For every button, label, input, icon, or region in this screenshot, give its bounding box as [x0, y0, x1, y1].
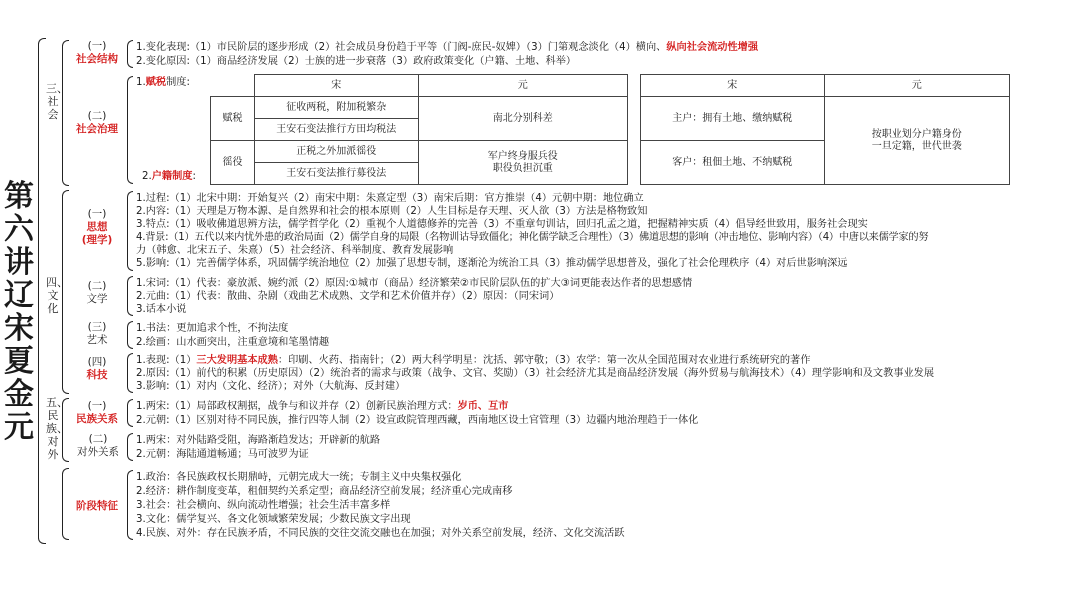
- household-table-cell: 按职业划分户籍身份 一旦定籍，世代世袭: [824, 97, 1010, 185]
- household-system-label: 2.户籍制度:: [142, 171, 196, 182]
- culture-tech-heading: (四) 科技: [86, 356, 108, 381]
- tax-table-cell: 王安石变法推行募役法: [254, 163, 418, 185]
- culture-tech-brace: [127, 353, 133, 393]
- society-structure-brace: [127, 40, 133, 68]
- household-table: [640, 74, 1010, 185]
- tax-system-label: 1.赋税制度:: [136, 77, 190, 88]
- part-society-label: 三、社会: [46, 82, 68, 121]
- stage-line: 1.政治：各民族政权长期鼎峙，元朝完成大一统；专制主义中央集权强化: [136, 472, 462, 483]
- art-line: 2.绘画：山水画突出，注重意境和笔墨情趣: [136, 337, 330, 348]
- tax-table-row-yaoyi: 徭役: [211, 141, 255, 185]
- tax-table-header-yuan: 元: [418, 75, 627, 97]
- culture-thought-heading: (一) 思想 (理学): [81, 208, 113, 246]
- foreign-line: 2.元朝：海陆通道畅通；马可波罗为证: [136, 449, 309, 460]
- foreign-relations-brace: [127, 433, 133, 461]
- ethnic-relations-heading: (一) 民族关系: [76, 400, 118, 425]
- society-structure-line-1: 1.变化表现:（1）市民阶层的逐步形成（2）社会成员身份趋于平等（门阀-庶民-奴婢）（3）门第观念淡化（4）横向、纵向社会流动性增强: [136, 42, 759, 53]
- tech-line-2: 2.原因:（1）前代的积累（历史原因）（2）统治者的需求与政策（战争、文官、奖励）（3）社会经济尤其是商品经济发展（海外贸易与航海技术）（4）理学影响和及文教事业发展: [136, 368, 935, 379]
- part-ethnic-label: 五、民族、对外: [46, 396, 68, 461]
- stage-features-heading: 阶段特征: [76, 500, 118, 512]
- tax-table-header-song: 宋: [254, 75, 418, 97]
- page-title: 第六讲 辽宋夏金元: [4, 179, 34, 445]
- society-brace: [62, 40, 69, 186]
- thought-line: 3.特点:（1）吸收佛道思辨方法，儒学哲学化（2）重视个人道德修养的完善（3）不重章句训诂，回归孔孟之道，把握精神实质（4）倡导经世致用，服务社会现实: [136, 219, 868, 230]
- tech-line-1: 1.表现:（1）三大发明基本成熟：印刷、火药、指南针；（2）两大科学明星：沈括、郭守敬；（3）农学：第一次从全国范围对农业进行系统研究的著作: [136, 355, 811, 366]
- ethnic-brace: [62, 398, 69, 462]
- culture-thought-brace: [127, 191, 133, 271]
- society-structure-heading: (一) 社会结构: [76, 40, 118, 65]
- stage-brace: [62, 468, 69, 540]
- part-culture-label: 四、文化: [46, 276, 68, 315]
- stage-line: 3.社会：社会横向、纵向流动性增强；社会生活丰富多样: [136, 500, 391, 511]
- household-table-header-song: 宋: [641, 75, 825, 97]
- stage-line: 4.民族、对外：存在民族矛盾，不同民族的交往交流交融也在加强；对外关系空前发展，经济、文化交流活跃: [136, 528, 625, 539]
- society-governance-heading: (二) 社会治理: [76, 110, 118, 135]
- tax-table-cell: 征收两税，附加税繁杂: [254, 97, 418, 119]
- literature-line: 1.宋词:（1）代表：豪放派、婉约派（2）原因:①城市（商品）经济繁荣②市民阶层队伍的扩大③词更能表达作者的思想感情: [136, 278, 693, 289]
- tax-table-row-fushui: 赋税: [211, 97, 255, 141]
- ethnic-line-1: 1.两宋:（1）局部政权割据，战争与和议并存（2）创新民族治理方式：岁币、互市: [136, 401, 509, 412]
- culture-art-heading: (三) 艺术: [86, 321, 108, 346]
- tax-table-cell: 军户终身服兵役 职役负担沉重: [418, 141, 627, 185]
- tax-table-cell: 正税之外加派徭役: [254, 141, 418, 163]
- art-line: 1.书法：更加追求个性，不拘法度: [136, 323, 289, 334]
- tax-table-cell: 王安石变法推行方田均税法: [254, 119, 418, 141]
- thought-line: 2.内容:（1）天理是万物本源、是自然界和社会的根本原则（2）人生目标是存天理、灭人欲（3）方法是格物致知: [136, 206, 648, 217]
- household-table-cell: 主户：拥有土地、缴纳赋税: [641, 97, 825, 141]
- culture-literature-brace: [127, 276, 133, 316]
- household-table-header-yuan: 元: [824, 75, 1010, 97]
- thought-line: 4.背景:（1）五代以来内忧外患的政治局面（2）儒学自身的局限（名物训诂导致僵化；神化儒学缺乏合理性）（3）佛道思想的影响（冲击地位、影响内容）（4）中唐以来儒学家的努: [136, 232, 929, 243]
- culture-art-brace: [127, 321, 133, 349]
- thought-line: 1.过程:（1）北宋中期：开始复兴（2）南宋中期：朱熹定型（3）南宋后期：官方推崇（4）元朝中期：地位确立: [136, 193, 644, 204]
- foreign-relations-heading: (二) 对外关系: [77, 433, 119, 458]
- literature-line: 3.话本小说: [136, 304, 187, 315]
- culture-literature-heading: (二) 文学: [86, 280, 108, 305]
- society-governance-brace: [127, 76, 133, 184]
- stage-line: 3.文化：儒学复兴、各文化领域繁荣发展；少数民族文字出现: [136, 514, 411, 525]
- main-brace: [38, 38, 46, 544]
- ethnic-line-2: 2.元朝:（1）区别对待不同民族，推行四等人制（2）设宣政院管理西藏，西南地区设土官管理（3）边疆内地治理趋于一体化: [136, 415, 699, 426]
- literature-line: 2.元曲:（1）代表：散曲、杂剧（戏曲艺术成熟、文学和艺术价值并存）（2）原因：（同宋词）: [136, 291, 560, 302]
- household-table-cell: 客户：租佃土地、不纳赋税: [641, 141, 825, 185]
- tech-line-3: 3.影响:（1）对内（文化、经济）；对外（大航海、反封建）: [136, 381, 406, 392]
- tax-table-cell: 南北分别科差: [418, 97, 627, 141]
- ethnic-relations-brace: [127, 399, 133, 427]
- culture-brace: [62, 190, 69, 394]
- tax-table: [210, 74, 628, 185]
- stage-line: 2.经济：耕作制度变革，租佃契约关系定型；商品经济空前发展；经济重心完成南移: [136, 486, 513, 497]
- stage-features-brace: [127, 470, 133, 540]
- foreign-line: 1.两宋：对外陆路受阻，海路渐趋发达；开辟新的航路: [136, 435, 381, 446]
- society-structure-line-2: 2.变化原因:（1）商品经济发展（2）士族的进一步衰落（3）政府政策变化（户籍、土地、科举）: [136, 56, 577, 67]
- thought-line: 力（韩愈、北宋五子、朱熹）（5）社会经济、科举制度、教育发展影响: [136, 245, 454, 256]
- thought-line: 5.影响:（1）完善儒学体系，巩固儒学统治地位（2）加强了思想专制，逐渐沦为统治工具（3）推动儒学思想普及，强化了社会伦理秩序（4）对后世影响深远: [136, 258, 848, 269]
